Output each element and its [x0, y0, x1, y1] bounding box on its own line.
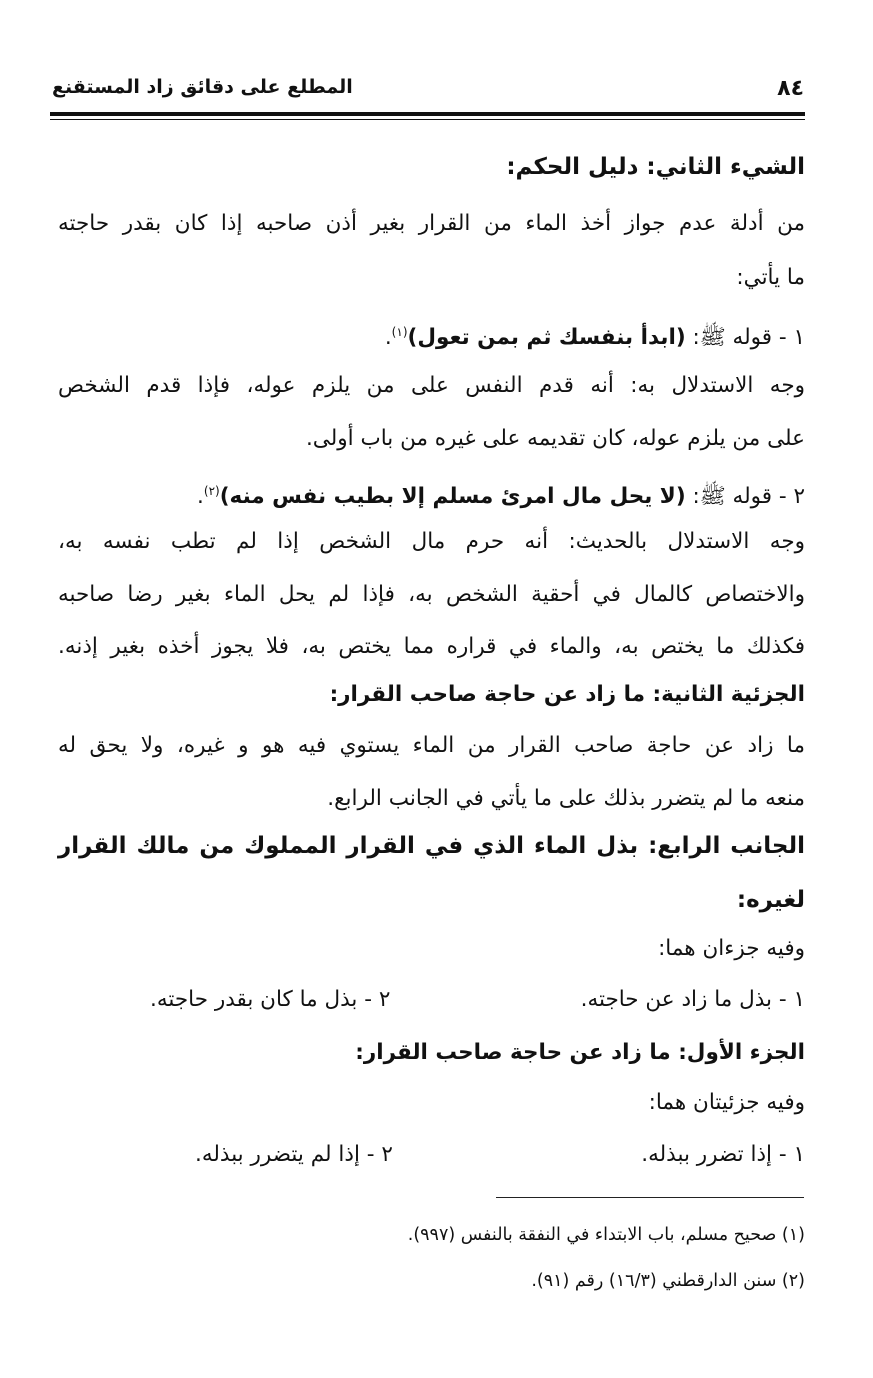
hadith-prefix: ١ - قوله ﷺ: [685, 325, 805, 351]
paragraph-line: على من يلزم عوله، كان تقديمه على غيره من باب أولى. [305, 426, 805, 451]
paragraph-line: وجه الاستدلال به: أنه قدم النفس على من يلزم عوله، فإذا قدم الشخص [58, 373, 805, 398]
hadith-line-2 [197, 476, 805, 512]
paragraph-line: فكذلك ما يختص به، والماء في قراره مما يختص به، فلا يجوز أخذه بغير إذنه. [58, 634, 805, 659]
paragraph-line: منعه ما لم يتضرر بذلك على ما يأتي في الجانب الرابع. [327, 786, 805, 811]
paragraph-line: ما زاد عن حاجة صاحب القرار من الماء يستوي فيه هو و غيره، ولا يحق له [58, 733, 805, 758]
paragraph-line: وفيه جزءان هما: [658, 936, 805, 961]
running-title: المطلع على دقائق زاد المستقنع [52, 76, 353, 98]
paragraph-line: والاختصاص كالمال في أحقية الشخص به، فإذا لم يحل الماء بغير رضا صاحبه [58, 582, 805, 607]
footnote-2: (٢) سنن الدارقطني (١٦/٣) رقم (٩١). [531, 1271, 805, 1291]
hadith-end: . [384, 325, 392, 351]
page-header [52, 74, 804, 108]
list-item-right: ١ - بذل ما زاد عن حاجته. [580, 987, 805, 1012]
list-item-left: ٢ - إذا لم يتضرر ببذله. [195, 1142, 393, 1167]
hadith-end: . [197, 484, 204, 510]
section-heading-continued: لغيره: [736, 887, 805, 913]
header-rule-thick [50, 112, 805, 116]
hadith-prefix: ٢ - قوله ﷺ: [685, 484, 805, 510]
paragraph-line: وفيه جزئيتان هما: [648, 1090, 805, 1115]
footnote-separator [496, 1197, 804, 1198]
subsection-heading: الجزئية الثانية: ما زاد عن حاجة صاحب القرار: [329, 682, 805, 707]
list-item-right: ١ - إذا تضرر ببذله. [641, 1142, 805, 1167]
section-heading-evidence: الشيء الثاني: دليل الحكم: [506, 154, 805, 180]
subsection-heading: الجزء الأول: ما زاد عن حاجة صاحب القرار: [355, 1040, 805, 1065]
hadith-quote: (لا يحل مال امرئ مسلم إلا بطيب نفس منه) [219, 484, 686, 510]
footnote-1: (١) صحيح مسلم، باب الابتداء في النفقة بالنفس (٩٩٧). [407, 1225, 805, 1245]
footnote-ref: (١) [391, 325, 408, 339]
section-heading-fourth-side: الجانب الرابع: بذل الماء الذي في القرار المملوك من مالك القرار [58, 833, 805, 859]
header-rule-thin [50, 119, 805, 120]
paragraph-line: ما يأتي: [736, 265, 805, 290]
page-number: ٨٤ [777, 76, 804, 101]
footnote-ref: (٢) [203, 484, 220, 498]
list-item-left: ٢ - بذل ما كان بقدر حاجته. [150, 987, 391, 1012]
hadith-line-1 [385, 317, 805, 353]
paragraph-line: من أدلة عدم جواز أخذ الماء من القرار بغير أذن صاحبه إذا كان بقدر حاجته [58, 211, 805, 236]
hadith-quote: (ابدأ بنفسك ثم بمن تعول) [407, 325, 686, 351]
paragraph-line: وجه الاستدلال بالحديث: أنه حرم مال الشخص إذا لم تطب نفسه به، [58, 529, 805, 554]
